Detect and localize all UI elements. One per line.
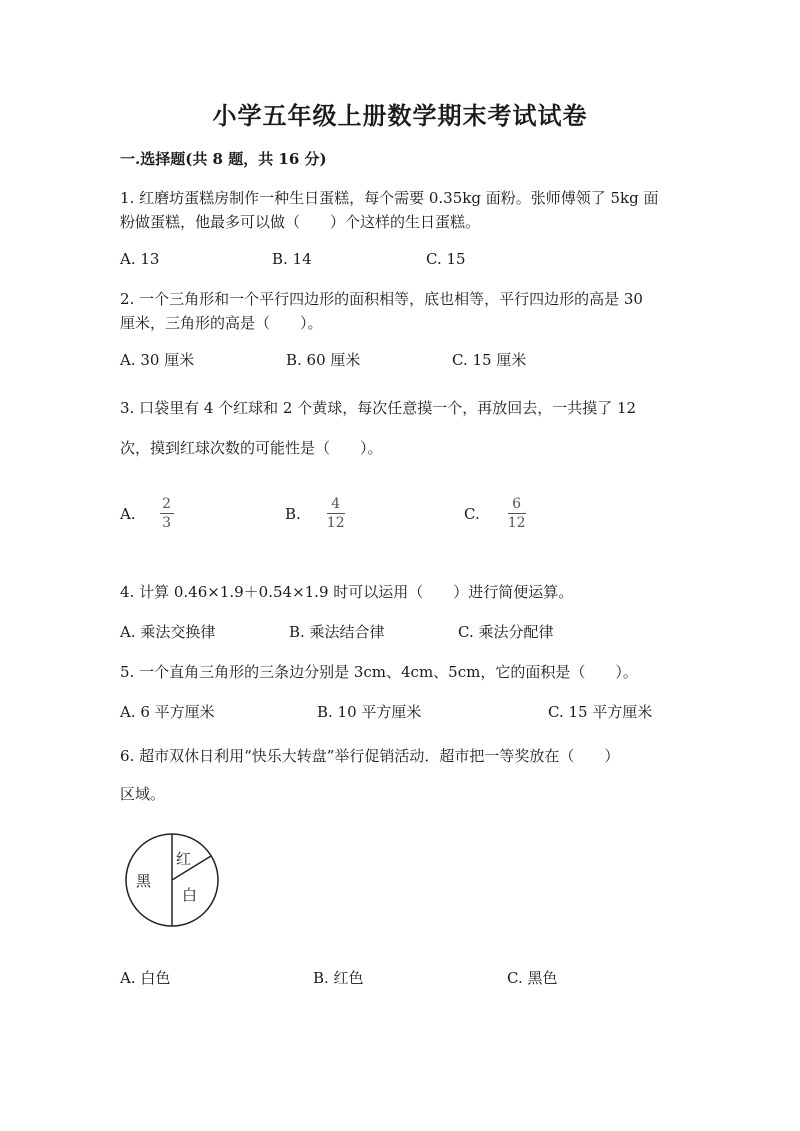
page-title: 小学五年级上册数学期末考试试卷 [212,101,588,130]
q3-option-c-label: C. [464,504,480,523]
q3-option-c-fraction [508,496,526,531]
question-6 [120,737,690,813]
wheel-label-black: 黑 [136,872,152,890]
q5-option-a: A. 6 平方厘米 [120,703,215,721]
q3-option-a-numerator: 2 [162,496,172,512]
q2-option-c: C. 15 厘米 [452,351,527,369]
section-heading: 一.选择题(共 8 题，共 16 分) [120,150,327,168]
q3-option-a-denominator: 3 [162,515,172,531]
q3-option-c [464,496,526,531]
question-1-line1: 1. 红磨坊蛋糕房制作一种生日蛋糕，每个需要 0.35kg 面粉。张师傅领了 5kg 面 [120,189,659,207]
q3-option-c-denominator: 12 [507,515,526,531]
q1-option-a: A. 13 [120,250,160,268]
q6-option-b: B. 红色 [313,969,364,987]
q3-option-b-label: B. [285,504,301,523]
question-4 [120,580,690,604]
q2-option-a: A. 30 厘米 [120,351,195,369]
q3-option-b-fraction [327,496,345,531]
fraction-bar [508,513,526,514]
question-2 [120,287,690,335]
q5-option-b: B. 10 平方厘米 [317,703,422,721]
q1-option-c: C. 15 [426,250,466,268]
wheel-label-red: 红 [176,850,192,868]
prize-wheel [122,830,222,930]
q6-option-c: C. 黑色 [507,969,558,987]
q4-option-a: A. 乘法交换律 [120,623,216,641]
fraction-bar [160,513,174,514]
question-6-line2: 区域。 [120,785,166,803]
question-1 [120,186,690,234]
q3-option-b-numerator: 4 [331,496,341,512]
question-5 [120,660,690,684]
q5-option-c: C. 15 平方厘米 [548,703,653,721]
q3-option-a [120,496,174,531]
q4-option-c: C. 乘法分配律 [458,623,554,641]
question-5-line1: 5. 一个直角三角形的三条边分别是 3cm、4cm、5cm，它的面积是（ ）。 [120,663,638,681]
q4-option-b: B. 乘法结合律 [289,623,385,641]
question-3-line2: 次，摸到红球次数的可能性是（ ）。 [120,439,383,457]
fraction-bar [327,513,345,514]
q1-option-b: B. 14 [272,250,312,268]
q3-option-a-fraction [160,496,174,531]
q6-option-a: A. 白色 [120,969,171,987]
question-6-line1: 6. 超市双休日利用“快乐大转盘”举行促销活动．超市把一等奖放在（ ） [120,747,620,765]
wheel-label-white: 白 [182,886,198,904]
q2-option-b: B. 60 厘米 [286,351,361,369]
question-3 [120,388,690,468]
q3-option-b-denominator: 12 [326,515,345,531]
question-1-line2: 粉做蛋糕，他最多可以做（ ）个这样的生日蛋糕。 [120,213,481,231]
q3-option-c-numerator: 6 [512,496,522,512]
q3-option-b [285,496,345,531]
question-2-line1: 2. 一个三角形和一个平行四边形的面积相等，底也相等，平行四边形的高是 30 [120,290,643,308]
question-4-line1: 4. 计算 0.46×1.9＋0.54×1.9 时可以运用（ ）进行简便运算。 [120,583,574,601]
question-2-line2: 厘米，三角形的高是（ ）。 [120,314,323,332]
q3-option-a-label: A. [120,504,136,523]
question-3-line1: 3. 口袋里有 4 个红球和 2 个黄球，每次任意摸一个，再放回去，一共摸了 12 [120,399,637,417]
